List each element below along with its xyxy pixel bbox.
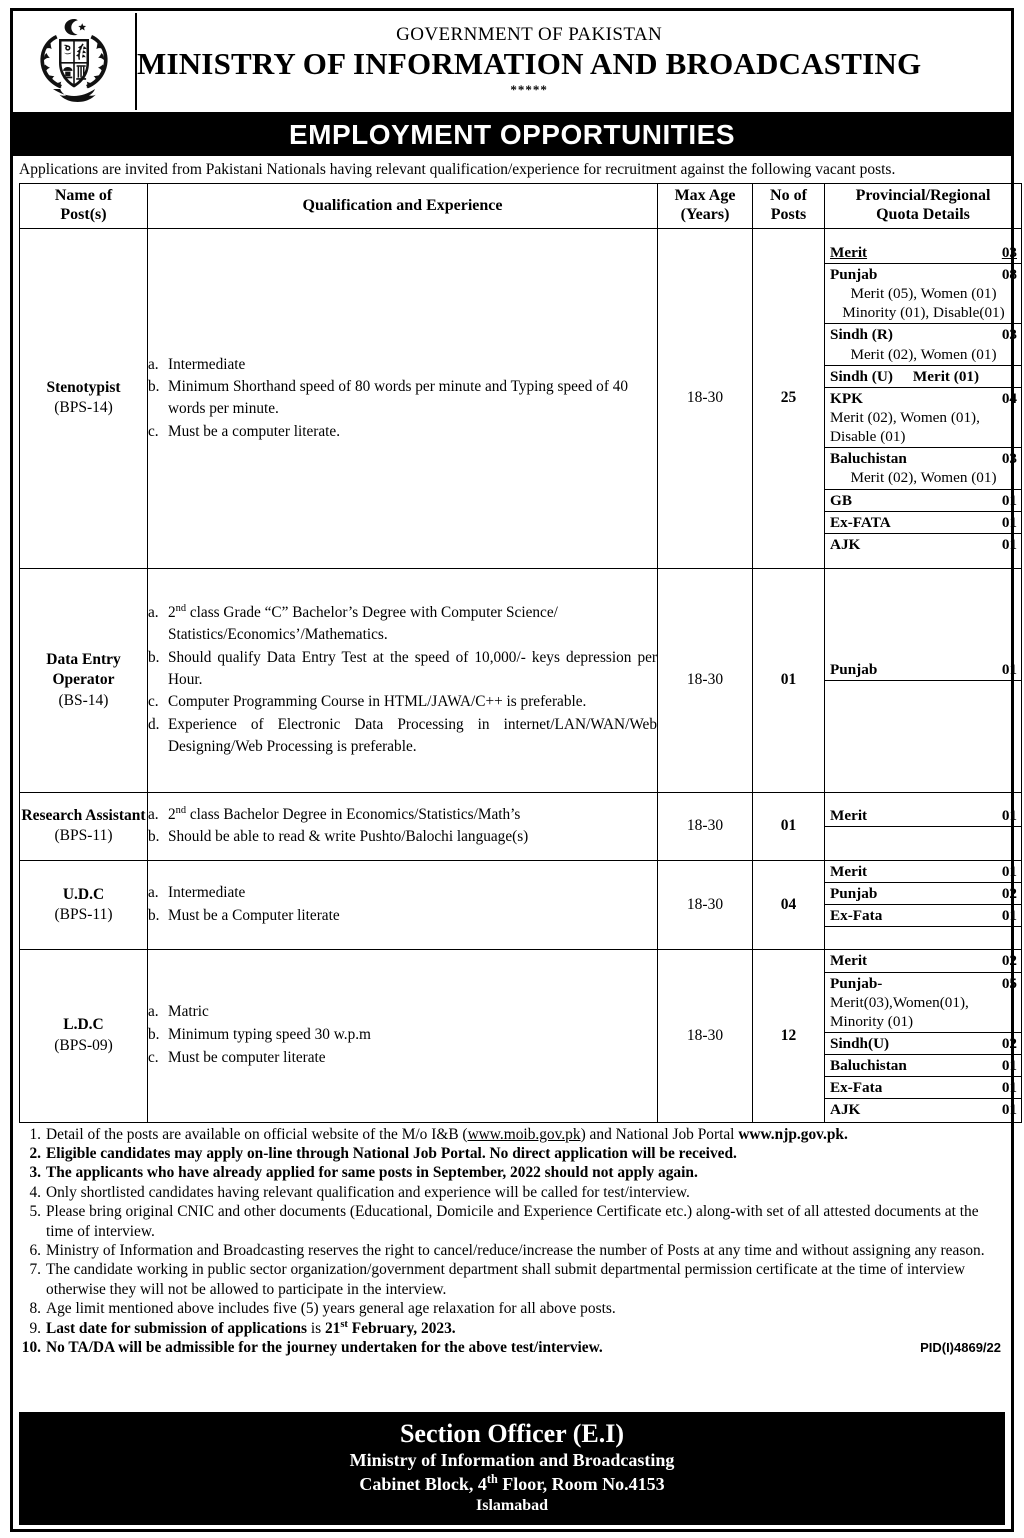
quota-heading [830,491,1017,510]
quota-count: 02 [1001,952,1017,970]
qualification-text: Intermediate [168,884,246,902]
quota-row [825,533,1021,555]
quota-heading [830,660,1017,679]
qualification-cell [148,568,658,792]
quota-heading [830,1034,1017,1053]
post-bps: (BPS-11) [54,905,113,923]
qualification-item [148,714,657,757]
quota-row [825,861,1021,883]
table-row [20,228,1022,568]
quota-heading [830,974,1017,993]
table-row [20,949,1022,1122]
stars-divider: ***** [510,82,548,98]
quota-region: Sindh (R) [830,326,893,344]
col-header-max-age-l2: (Years) [680,206,730,224]
quota-heading [830,325,1017,344]
quota-count: 01 [1001,862,1017,880]
vacancies-table [19,183,1022,1122]
quota-entry [825,1055,1021,1077]
quota-count: 01 [1001,535,1017,553]
quota-row [825,387,1021,447]
quota-heading [830,1078,1017,1097]
note-item [19,1125,1005,1144]
qualification-marker: b. [148,828,160,846]
quota-entry [825,861,1021,883]
qualification-item [148,882,657,904]
qualification-marker: c. [148,1048,159,1066]
max-age-cell: 18-30 [658,228,753,568]
pid-row [13,1340,1011,1357]
quota-breakdown: Disable (01) [830,428,906,446]
quota-entry [825,883,1021,905]
quota-row [825,950,1021,972]
qualification-text: Should qualify Data Entry Test at the speed of 10,000/- keys depression per Hour. [168,648,657,688]
no-of-posts-cell: 25 [753,228,825,568]
note-text: Please bring original CNIC and other documents (Educational, Domicile and Experience Certificate etc.) along-with set of all attested documents at the time of interview. [46,1203,979,1240]
max-age-cell: 18-30 [658,860,753,949]
note-number: 1. [29,1125,41,1143]
quota-region: AJK [830,535,861,553]
quota-region: GB [830,491,852,509]
note-text: The applicants who have already applied for same posts in September, 2022 should not apply again. [46,1164,698,1182]
quota-entry [825,1099,1021,1121]
note-number: 10. [21,1339,41,1356]
note-text: The candidate working in public sector organization/government department shall submit departmental permission certificate at the time of interview otherwise they will not be allowed to participate in the interview. [46,1261,966,1298]
post-name-cell [20,568,148,792]
quota-row [825,1099,1021,1121]
note-text: Eligible candidates may apply on-line through National Job Portal. No direct application will be received. [46,1144,737,1162]
note-item [19,1202,1005,1241]
masthead [13,11,1011,115]
qualification-text: Experience of Electronic Data Processing in internet/LAN/WAN/Web Designing/Web Processing is preferable. [168,716,657,755]
quota-count: 02 [1001,885,1017,903]
qualification-item [148,376,657,419]
quota-count: 01 [1001,1057,1017,1075]
qualification-marker: a. [148,604,159,622]
quota-region: Ex-Fata [830,1079,883,1097]
qualification-item [148,602,657,645]
post-bps: (BPS-11) [54,827,113,845]
quota-row [825,264,1021,324]
quota-count: 05 [1001,974,1017,992]
qualification-cell [148,860,658,949]
quota-region: Merit [830,952,868,970]
quota-count: 02 [1001,1035,1017,1053]
note-item [19,1163,1005,1182]
note-item [19,1260,1005,1299]
post-title: Stenotypist [46,379,121,397]
col-header-max-age-l1: Max Age [674,187,736,205]
qualification-item [148,354,657,376]
table-row [20,792,1022,860]
document-frame [10,8,1017,1532]
quota-count: 01 [1001,1079,1017,1097]
note-number: 8. [29,1300,41,1318]
quota-table [825,242,1021,555]
table-header-row [20,184,1022,229]
government-line: GOVERNMENT OF PAKISTAN [396,23,663,45]
qualification-cell [148,949,658,1122]
qualification-text: Intermediate [168,355,246,373]
ministry-title: MINISTRY OF INFORMATION AND BROADCASTING [137,45,922,81]
quota-heading [830,513,1017,532]
col-header-max-age [658,184,753,229]
quota-heading [830,1100,1017,1119]
quota-region: Ex-Fata [830,907,883,925]
note-number: 3. [29,1164,41,1182]
max-age-cell: 18-30 [658,949,753,1122]
note-item [19,1319,1005,1338]
quota-region: Punjab [830,885,878,903]
quota-entry [825,387,1021,447]
quota-breakdown: Merit (02), Women (01), [830,409,980,427]
quota-entry [825,324,1021,365]
note-item [19,1241,1005,1260]
quota-row [825,489,1021,511]
quota-heading [830,884,1017,903]
note-text: Ministry of Information and Broadcasting reserves the right to cancel/reduce/increase the number of Posts at any time and without assigning any reason. [46,1241,985,1259]
qualification-item [148,905,657,927]
quota-row [825,365,1021,387]
quota-heading [830,535,1017,554]
qualification-item [148,1001,657,1023]
ordinal-suffix: nd [175,804,187,816]
qualification-marker: b. [148,378,160,396]
col-header-quota [825,184,1022,229]
quota-region: Ex-FATA [830,513,891,531]
qualification-list [148,882,657,926]
post-bps: (BPS-09) [54,1036,113,1054]
quota-heading [830,806,1017,825]
quota-breakdown: Merit (02), Women (01) [850,469,997,487]
quota-row [825,1077,1021,1099]
quota-heading [830,862,1017,881]
quota-row [825,448,1021,489]
col-header-post-l2: Post(s) [60,206,107,224]
col-header-quota-l2: Quota Details [876,206,970,224]
note-number: 7. [29,1261,41,1279]
quota-breakdown: Merit (05), Women (01) [850,285,997,303]
quota-count: 08 [1001,266,1017,284]
quota-filler-row [825,927,1021,949]
quota-breakdown: Merit(03),Women(01), [830,993,969,1011]
quota-entry [825,489,1021,511]
qualification-item [148,1024,657,1046]
quota-breakdown: Merit (02), Women (01) [850,345,997,363]
qualification-text: Minimum Shorthand speed of 80 words per minute and Typing speed of 40 words per minute. [168,378,629,417]
layout-spacer [13,1357,1011,1412]
quota-count: 03 [1001,243,1017,261]
quota-count: 04 [1001,389,1017,407]
quota-entry [825,972,1021,1032]
quota-entry [825,1077,1021,1099]
note-item [19,1144,1005,1163]
quota-table [825,659,1021,702]
quota-entry [825,242,1021,264]
quota-entry [825,950,1021,972]
quota-region: Sindh(U) [830,1035,890,1053]
qualification-item [148,691,657,713]
qualification-text: 2nd class Bachelor Degree in Economics/Statistics/Math’s [168,804,521,823]
post-name-cell [20,860,148,949]
quota-entry [825,365,1021,387]
post-bps: (BS-14) [58,691,109,709]
qualification-cell [148,792,658,860]
col-header-post-l1: Name of [54,187,113,205]
col-header-qualification-l1: Qualification and Experience [302,196,503,214]
quota-breakdown: Minority (01) [830,1012,914,1030]
emblem-container [13,13,137,110]
quota-cell [825,792,1022,860]
quota-breakdown: Minority (01), Disable(01) [842,304,1005,322]
max-age-cell: 18-30 [658,792,753,860]
quota-entry [825,264,1021,324]
col-header-post [20,184,148,229]
quota-entry [825,511,1021,533]
no-of-posts-cell: 01 [753,792,825,860]
quota-heading [830,951,1017,970]
quota-row [825,805,1021,827]
note-text: No TA/DA will be admissible for the journey undertaken for the above test/interview. [46,1339,603,1356]
intro-paragraph: Applications are invited from Pakistani Nationals having relevant qualification/experience for recruitment against the following vacant posts. [19,161,896,179]
quota-heading [830,1056,1017,1075]
quota-count: Merit (01) [912,367,980,385]
notes-list [13,1123,1011,1358]
quota-region: Punjab [830,266,878,284]
post-title: Data Entry Operator [46,651,121,689]
quota-cell [825,949,1022,1122]
pid-code: PID(I)4869/22 [920,1340,1001,1356]
footer-officer-title: Section Officer (E.I) [399,1419,625,1449]
qualification-marker: d. [148,716,160,734]
post-name-cell [20,949,148,1122]
table-row [20,860,1022,949]
qualification-text: Must be a Computer literate [168,906,340,924]
quota-cell [825,860,1022,949]
quota-entry [825,1033,1021,1055]
qualification-text: Computer Programming Course in HTML/JAWA/C++ is preferable. [168,693,587,711]
note-text: Only shortlisted candidates having relevant qualification and experience will be called for test/interview. [46,1183,690,1201]
quota-entry [825,659,1021,681]
quota-count: 03 [1001,326,1017,344]
quota-region: Sindh (U) [830,367,893,385]
quota-row [825,659,1021,681]
quota-entry [825,448,1021,489]
quota-row [825,242,1021,264]
qualification-list [148,1001,657,1068]
quota-table [825,950,1021,1120]
note-text: Age limit mentioned above includes five (5) years general age relaxation for all above posts. [46,1300,616,1318]
note-number: 2. [29,1144,41,1162]
qualification-cell [148,228,658,568]
qualification-marker: a. [148,805,159,823]
qualification-text: Must be computer literate [168,1048,326,1066]
quota-row [825,1055,1021,1077]
footer-ministry: Ministry of Information and Broadcasting [349,1450,675,1471]
quota-count: 01 [1001,1101,1017,1119]
col-header-quota-l1: Provincial/Regional [855,187,991,205]
quota-count: 01 [1001,513,1017,531]
quota-heading [830,389,1017,408]
qualification-text: Matric [168,1003,209,1021]
note-number: 9. [29,1319,41,1337]
qualification-marker: b. [148,1026,160,1044]
qualification-item [148,826,657,848]
quota-row [825,1033,1021,1055]
quota-region: KPK [830,389,863,407]
quota-count: 01 [1001,907,1017,925]
quota-row [825,883,1021,905]
quota-count: 03 [1001,450,1017,468]
col-header-qualification [148,184,658,229]
quota-entry [825,905,1021,927]
quota-row [825,511,1021,533]
qualification-item [148,647,657,690]
post-name-cell [20,792,148,860]
qualification-text: Should be able to read & write Pushto/Balochi language(s) [168,828,529,846]
no-of-posts-cell: 01 [753,568,825,792]
col-header-no-of-posts [753,184,825,229]
qualification-text: 2nd class Grade “C” Bachelor’s Degree with Computer Science/ Statistics/Economics’/Mathematics. [168,603,558,644]
qualification-marker: b. [148,648,160,666]
quota-filler-row [825,826,1021,848]
quota-heading [830,449,1017,468]
qualification-item [148,421,657,443]
quota-cell [825,568,1022,792]
qualification-marker: a. [148,1003,159,1021]
footer-city: Islamabad [475,1497,549,1515]
note-item [19,1299,1005,1318]
footer-address-pre: Cabinet Block, 4 [359,1473,487,1494]
signature-footer [19,1412,1005,1525]
qualification-item [148,1047,657,1069]
quota-cell [825,228,1022,568]
quota-region: Baluchistan [830,450,907,468]
employment-opportunities-banner: EMPLOYMENT OPPORTUNITIES [13,115,1011,156]
quota-table [825,805,1021,848]
quota-row [825,972,1021,1032]
quota-count: 01 [1001,806,1017,824]
post-name-cell [20,228,148,568]
quota-entry [825,805,1021,827]
quota-count: 01 [1001,491,1017,509]
max-age-cell: 18-30 [658,568,753,792]
post-title: U.D.C [62,885,105,903]
quota-region: Punjab- [830,974,883,992]
qualification-text: Minimum typing speed 30 w.p.m [168,1026,371,1044]
qualification-marker: c. [148,693,159,711]
qualification-marker: b. [148,906,160,924]
qualification-marker: a. [148,884,159,902]
table-body [20,228,1022,1122]
col-header-posts-l1: No of [770,187,807,205]
post-title: Research Assistant [21,807,146,825]
quota-region: Baluchistan [830,1057,907,1075]
quota-table [825,861,1021,949]
post-title: L.D.C [63,1016,104,1034]
note-number: 5. [29,1203,41,1221]
quota-filler-row [825,680,1021,702]
qualification-marker: a. [148,355,159,373]
quota-row [825,905,1021,927]
quota-heading [830,367,1017,386]
quota-row [825,324,1021,365]
post-bps: (BPS-14) [54,399,113,417]
note-text: Detail of the posts are available on official website of the M/o I&B (www.moib.gov.pk) and National Job Portal www.njp.gov.pk. [46,1125,848,1143]
quota-heading [830,906,1017,925]
masthead-text [137,25,1024,99]
quota-entry [825,533,1021,555]
qualification-item [148,804,657,826]
qualification-text: Must be a computer literate. [168,422,341,440]
table-row [20,568,1022,792]
pakistan-state-emblem-icon [26,16,122,108]
qualification-marker: c. [148,422,159,440]
qualification-list [148,804,657,848]
note-text: Last date for submission of applications is 21st February, 2023. [46,1318,456,1337]
quota-heading [830,265,1017,284]
quota-region: Merit [830,806,868,824]
footer-address [19,1473,1005,1496]
quota-region: Merit [830,243,868,261]
no-of-posts-cell: 04 [753,860,825,949]
note-item [19,1183,1005,1202]
footer-address-post: Floor, Room No.4153 [497,1473,665,1494]
col-header-posts-l2: Posts [770,206,807,224]
quota-region: Merit [830,862,868,880]
quota-count: 01 [1001,660,1017,678]
note-number: 4. [29,1183,41,1201]
qualification-list [148,602,657,757]
quota-region: Punjab [830,660,878,678]
quota-heading [830,243,1017,262]
footer-address-sup: th [486,1471,498,1486]
no-of-posts-cell: 12 [753,949,825,1122]
table-header [20,184,1022,229]
ordinal-suffix: nd [175,603,187,615]
qualification-list [148,354,657,443]
quota-region: AJK [830,1101,861,1119]
note-number: 6. [29,1241,41,1259]
